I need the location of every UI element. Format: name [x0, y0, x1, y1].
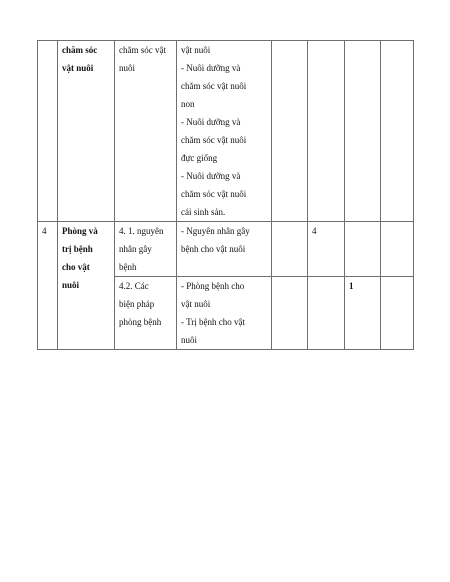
stt-cell: 4	[38, 222, 58, 350]
count-cell	[381, 222, 414, 277]
requirement-cell: - Nguyên nhân gây bệnh cho vật nuôi	[177, 222, 272, 277]
content-cell: 4.2. Các biện pháp phòng bệnh	[115, 277, 177, 350]
requirement-cell: vật nuôi - Nuôi dưỡng và chăm sóc vật nuôi non - Nuôi dưỡng và chăm sóc vật nuôi đực giống - Nuôi dưỡng và chăm sóc vật nuôi cái sinh sản.	[177, 41, 272, 222]
content-table	[37, 40, 414, 350]
count-cell	[345, 222, 381, 277]
topic-cell: Phòng và trị bệnh cho vật nuôi	[58, 222, 115, 350]
count-cell	[381, 41, 414, 222]
count-cell	[345, 41, 381, 222]
count-cell	[308, 41, 345, 222]
topic-cell: chăm sóc vật nuôi	[58, 41, 115, 222]
count-cell	[381, 277, 414, 350]
table-row	[38, 222, 414, 277]
count-cell	[272, 277, 308, 350]
requirement-cell: - Phòng bệnh cho vật nuôi - Trị bệnh cho vật nuôi	[177, 277, 272, 350]
stt-cell	[38, 41, 58, 222]
count-cell: 1	[345, 277, 381, 350]
table-row	[38, 41, 414, 222]
count-cell	[272, 222, 308, 277]
count-cell	[272, 41, 308, 222]
count-cell	[308, 277, 345, 350]
content-cell: chăm sóc vật nuôi	[115, 41, 177, 222]
count-cell: 4	[308, 222, 345, 277]
content-cell: 4. 1. nguyên nhân gây bệnh	[115, 222, 177, 277]
